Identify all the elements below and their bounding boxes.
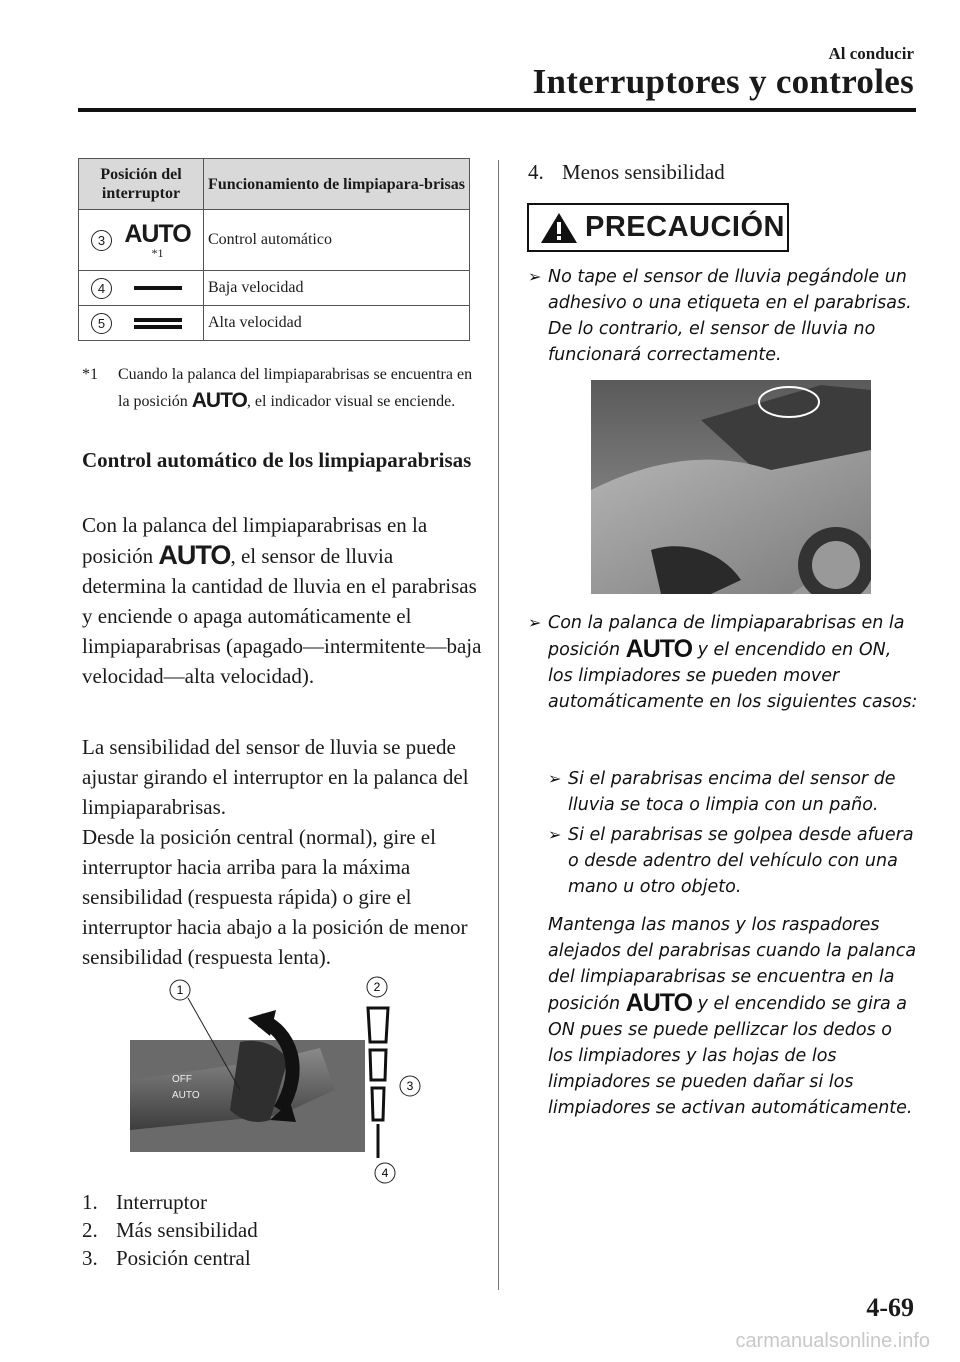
numbered-list xyxy=(82,1188,258,1272)
lever-label: OFF xyxy=(172,1074,192,1085)
position-number: 4 xyxy=(91,278,112,299)
paragraph-text: Mantenga las manos y los raspadores alejados del parabrisas cuando la palanca del limpiaparabrisas se encuentra en la posición xyxy=(548,915,917,1014)
position-number: 3 xyxy=(91,230,112,251)
function-description: Baja velocidad xyxy=(204,271,470,306)
caution-box xyxy=(527,203,789,252)
paragraph xyxy=(82,732,482,972)
footnote xyxy=(82,362,478,415)
callout-number: 3 xyxy=(406,1079,414,1093)
arrow-bullet-icon: ➢ xyxy=(528,267,542,286)
list-item xyxy=(82,1188,258,1216)
list-number: 4. xyxy=(528,160,544,184)
table-row xyxy=(79,210,470,271)
caution-bullet xyxy=(528,610,920,715)
paragraph-text: Desde la posición central (normal), gire el interruptor hacia arriba para la máxima sensibilidad (respuesta rápida) o gire el interruptor hacia abajo a la posición de menor sensibilidad (respuesta lenta). xyxy=(82,825,468,969)
function-description: Control automático xyxy=(204,210,470,271)
bullet-text: Con la palanca de limpiaparabrisas en la posición xyxy=(548,613,905,660)
sensitivity-bar-high xyxy=(368,1008,388,1042)
header-rule xyxy=(78,108,916,112)
list-text: Interruptor xyxy=(116,1190,207,1214)
footnote-ref: *1 xyxy=(151,245,164,260)
bullet-text: Si el parabrisas encima del sensor de lluvia se toca o limpia con un paño. xyxy=(568,769,896,815)
header-section: Al conducir xyxy=(828,44,914,63)
paragraph xyxy=(82,510,482,691)
high-speed-icon xyxy=(134,325,182,329)
footnote-text: , el indicador visual se enciende. xyxy=(246,393,456,410)
list-text: Más sensibilidad xyxy=(116,1218,258,1242)
caution-paragraph xyxy=(548,912,920,1121)
sensitivity-bar-low xyxy=(372,1088,384,1120)
caution-bullet xyxy=(528,264,920,368)
auto-symbol-icon: AUTO xyxy=(158,540,231,570)
bullet-text: No tape el sensor de lluvia pegándole un adhesivo o una etiqueta en el parabrisas. De lo contrario, el sensor de lluvia no funcionará correctamente. xyxy=(548,267,912,365)
auto-symbol-icon: AUTO xyxy=(625,635,693,663)
auto-symbol-icon: AUTO xyxy=(625,989,693,1017)
caution-label: PRECAUCIÓN xyxy=(585,211,785,243)
auto-symbol-icon: AUTO xyxy=(191,389,247,412)
list-item xyxy=(82,1216,258,1244)
watermark-text: carmanualsonline.info xyxy=(735,1330,930,1352)
footnote-text: Cuando la palanca del limpiaparabrisas se encuentra en la posición xyxy=(118,366,473,410)
paragraph-text: Con la palanca del limpiaparabrisas en la posición xyxy=(82,513,428,568)
warning-triangle-icon xyxy=(539,211,579,245)
callout-number: 4 xyxy=(381,1166,389,1180)
function-description: Alta velocidad xyxy=(204,306,470,341)
list-text: Menos sensibilidad xyxy=(562,160,725,184)
caution-subbullets xyxy=(548,766,920,900)
footnote-marker: *1 xyxy=(82,366,98,383)
table-row xyxy=(79,306,470,341)
callout-number: 2 xyxy=(373,980,381,994)
list-item xyxy=(82,1244,258,1272)
low-speed-icon xyxy=(134,286,182,290)
column-divider xyxy=(498,160,499,1290)
auto-symbol-icon: AUTO xyxy=(124,219,191,248)
wiper-lever-figure xyxy=(130,970,430,1185)
position-number: 5 xyxy=(91,313,112,334)
wiper-position-table xyxy=(78,158,470,341)
arrow-bullet-icon: ➢ xyxy=(548,769,562,788)
table-header-function: Funcionamiento de limpiapara-brisas xyxy=(204,159,470,210)
paragraph-text: y el encendido se gira a ON pues se puede pellizcar los dedos o los limpiadores y las hojas de los limpiadores se pueden dañar si los limpiadores se activan automáticamente. xyxy=(548,994,913,1118)
car-rain-sensor-photo xyxy=(591,380,871,594)
sensitivity-bar-mid xyxy=(370,1050,386,1080)
table-row xyxy=(79,271,470,306)
list-number: 2. xyxy=(82,1218,98,1242)
bullet-text: Si el parabrisas se golpea desde afuera o desde adentro del vehículo con una mano u otro objeto. xyxy=(568,825,914,897)
page-title: Interruptores y controles xyxy=(532,62,914,101)
page-number: 4-69 xyxy=(866,1293,914,1322)
section-heading: Control automático de los limpiaparabrisas xyxy=(82,448,472,472)
list-text: Posición central xyxy=(116,1246,251,1270)
arrow-bullet-icon: ➢ xyxy=(528,613,542,632)
paragraph-text: , el sensor de lluvia determina la cantidad de lluvia en el parabrisas y enciende o apaga automáticamente el limpiaparabrisas (apagado—intermitente—baja velocidad—alta velocidad). xyxy=(82,544,482,688)
bullet-text: y el encendido en ON, los limpiadores se pueden mover automáticamente en los siguientes casos: xyxy=(548,640,918,712)
list-number: 1. xyxy=(82,1190,98,1214)
wheel-rim xyxy=(812,541,860,589)
lever-label: AUTO xyxy=(172,1090,200,1101)
table-header-position: Posición del interruptor xyxy=(79,159,204,210)
callout-number: 1 xyxy=(176,983,184,997)
paragraph-text: La sensibilidad del sensor de lluvia se puede ajustar girando el interruptor en la palanca del limpiaparabrisas. xyxy=(82,735,469,819)
arrow-bullet-icon: ➢ xyxy=(548,825,562,844)
list-item xyxy=(528,158,725,186)
list-number: 3. xyxy=(82,1246,98,1270)
